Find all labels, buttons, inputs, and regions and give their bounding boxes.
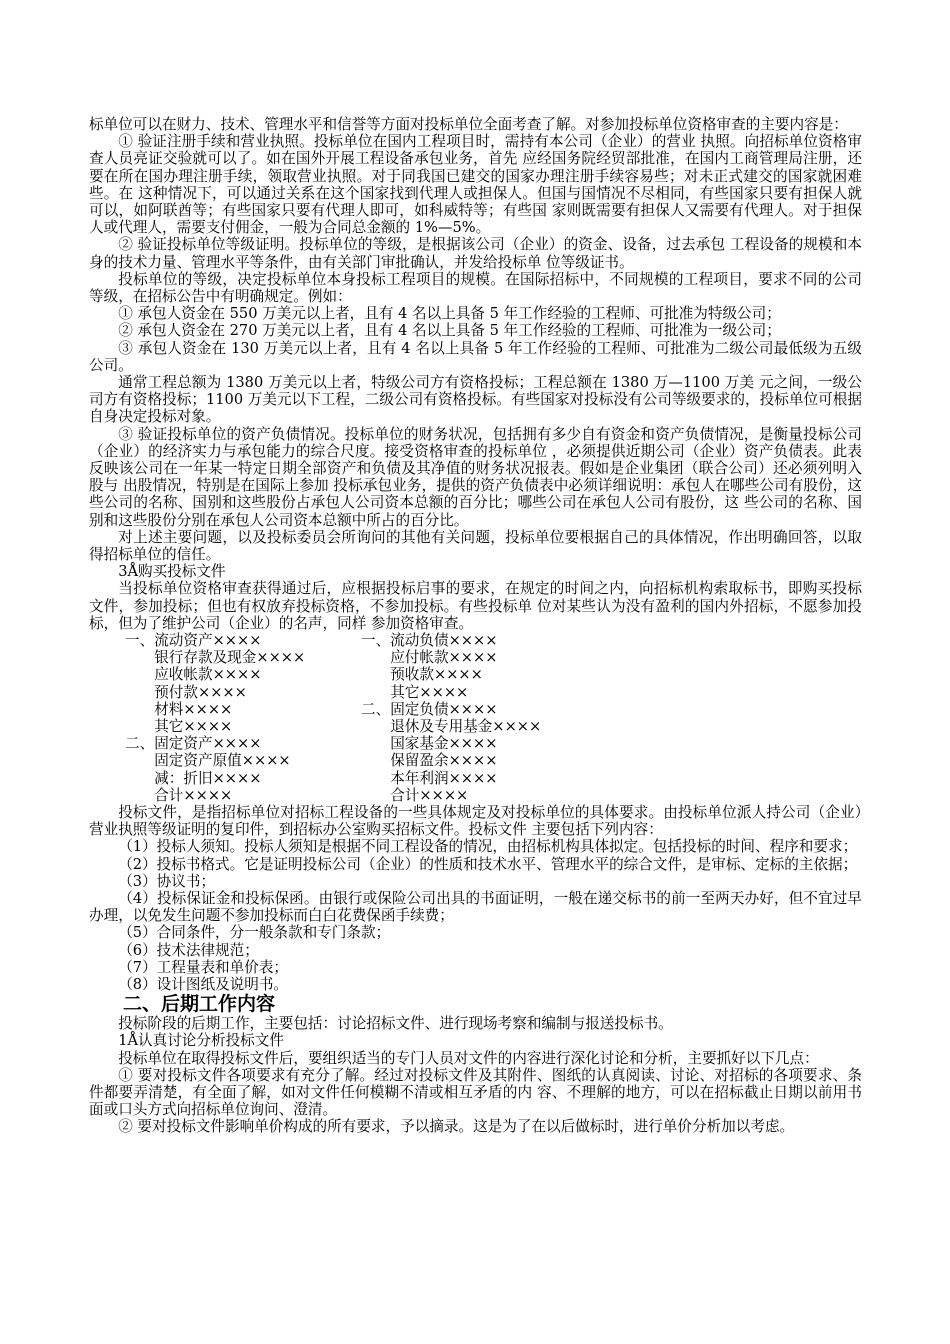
balance-assets-row: 银行存款及现金×××× (125, 649, 306, 667)
list-item: （4）投标保证金和投标保函。由银行或保险公司出具的书面证明，一般在递交标书的前一至两天办好，但不宜过早办理，以免发生问题不参加投标而白白花费保函手续费； (89, 889, 862, 925)
list-item: ② 要对投标文件影响单价构成的所有要求，予以摘录。这是为了在以后做标时，进行单价分析加以考虑。 (118, 1118, 795, 1136)
balance-liabilities-row: 退休及专用基金×××× (361, 718, 542, 736)
paragraph: ③ 验证投标单位的资产负债情况。投标单位的财务状况，包括拥有多少自有资金和资产负债情况，是衡量投标公司（企业）的经济实力与承包能力的综合尺度。接受资格审查的投标单位 ，必须提供近期公司（企业）资产负债表。此表反映该公司在一年某一特定日期全部资产和负债及其净值的财务状况报表。假如是企业集团（联合公司）还必须列明入股与 出股情况，特别是在国际上参加 投标承包业务，提供的资产负债表中必须详细说明：承包人在哪些公司有股份，这些公司的名称、国别和这些股份占承包人公司资本总额的百分比；哪些公司在承包人公司有股份，这 些公司的名称、国别和这些股份分别在承包人公司资本总额中所占的百分比。 (89, 425, 862, 529)
list-item: （2）投标书格式。它是证明投标公司（企业）的性质和技术水平、管理水平的综合文件，是审标、定标的主依据； (118, 855, 858, 873)
paragraph: ② 验证投标单位等级证明。投标单位的等级，是根据该公司（企业）的资金、设备，过去承包 工程设备的规模和本身的技术力量、管理水平等条件，由有关部门审批确认，并发给投标单 位等级证书。 (89, 236, 862, 271)
balance-assets-row: 减：折旧×××× (125, 769, 262, 787)
balance-assets-row: 应收帐款×××× (125, 666, 262, 684)
balance-assets-row: 二、固定资产×××× (125, 735, 262, 753)
list-item: ③ 承包人资金在 130 万美元以上者，且有 4 名以上具备 5 年工作经验的工程师、可批准为二级公司最低级为五级公司。 (89, 339, 862, 374)
subsection-title: 1Å认真讨论分析投标文件 (118, 1032, 284, 1050)
balance-liabilities-row: 本年利润×××× (361, 769, 498, 787)
paragraph: 通常工程总额为 1380 万美元以上者，特级公司方有资格投标；工程总额在 1380 万—1100 万美 元之间，一级公司方有资格投标；1100 万美元以下工程，二级公司有资格投标。有些国家对投标没有公司等级要求的，投标单位可根据自身决定投标对象。 (89, 374, 862, 426)
balance-sheet (125, 632, 862, 804)
balance-liabilities-row: 预收款×××× (361, 666, 483, 684)
paragraph: 投标单位的等级，决定投标单位本身投标工程项目的规模。在国际招标中，不同规模的工程项目，要求不同的公司等级，在招标公告中有明确规定。例如： (89, 270, 862, 306)
balance-liabilities-row: 应付帐款×××× (361, 649, 498, 667)
balance-assets-row: 合计×××× (125, 786, 233, 804)
list-item: （3）协议书； (118, 872, 216, 890)
list-item: （8）设计图纸及说明书。 (118, 976, 289, 993)
paragraph: 标单位可以在财力、技术、管理水平和信誉等方面对投标单位全面考查了解。对参加投标单位资格审查的主要内容是： (89, 116, 848, 133)
balance-liabilities-row: 其它×××× (361, 683, 469, 701)
balance-liabilities-row: 二、固定负债×××× (361, 700, 498, 718)
list-item: ① 承包人资金在 550 万美元以上者，且有 4 名以上具备 5 年工作经验的工程师、可批准为特级公司； (118, 305, 781, 323)
paragraph: 当投标单位资格审查获得通过后，应根据投标启事的要求，在规定的时间之内，向招标机构索取标书，即购买投标文件，参加投标；但也有权放弃投标资格，不参加投标。有些投标单 位对某些认为没有盈利的国内外招标，不愿参加投标，但为了维护公司（企业）的名声，同样 参加资格审查。 (89, 580, 862, 632)
balance-assets-row: 预付款×××× (125, 683, 247, 701)
paragraph: ① 验证注册手续和营业执照。投标单位在国内工程项目时，需持有本公司（企业）的营业 执照。向招标单位资格审查人员亮证交验就可以了。如在国外开展工程设备承包业务，首先 应经国务院经贸部批准，在国内工商管理局注册，还要在所在国办理注册手续，领取营业执照。对于同我国已建交的国家办理注册手续容易些；对未正式建交的国家就困难些。在 这种情况下，可以通过关系在这个国家找到代理人或担保人。但国与国情况不尽相同，有些国家只要有担保人就可以，如阿联酋等；有些国家只要有代理人即可，如科威特等；有些国 家则既需要有担保人又需要有代理人。对于担保人或代理人，需要支付佣金，一般为合同总金额的 1%—5%。 (89, 133, 862, 237)
balance-assets-row: 材料×××× (125, 700, 233, 718)
section-heading: 二、后期工作内容 (123, 993, 276, 1016)
balance-liabilities-row: 一、流动负债×××× (361, 632, 498, 650)
paragraph: 投标阶段的后期工作，主要包括：讨论招标文件、进行现场考察和编制与报送投标书。 (118, 1015, 673, 1033)
list-item: （1）投标人须知。投标人须知是根据不同工程设备的情况，由招标机构具体拟定。包括投标的时间、程序和要求； (118, 838, 858, 856)
balance-assets-row: 一、流动资产×××× (125, 632, 262, 650)
list-item: （5）合同条件，分一般条款和专门条款； (118, 924, 391, 942)
paragraph: 投标单位在取得投标文件后，要组织适当的专门人员对文件的内容进行深化讨论和分析，主要抓好以下几点： (118, 1049, 819, 1067)
balance-assets-row: 其它×××× (125, 718, 233, 736)
balance-liabilities-row: 国家基金×××× (361, 735, 498, 753)
paragraph: 投标文件，是指招标单位对招标工程设备的一些具体规定及对投标单位的具体要求。由投标单位派人持公司（企业）营业执照等级证明的复印件，到招标办公室购买招标文件。投标文件 主要包括下列内容： (89, 803, 862, 839)
paragraph: 对上述主要问题，以及投标委员会所询问的其他有关问题，投标单位要根据自己的具体情况，作出明确回答，以取得招标单位的信任。 (89, 528, 862, 564)
balance-liabilities-row: 合计×××× (361, 786, 469, 804)
list-item: （6）技术法律规范； (118, 941, 259, 959)
balance-assets-row: 固定资产原值×××× (125, 752, 291, 770)
list-item: ② 承包人资金在 270 万美元以上者，且有 4 名以上具备 5 年工作经验的工程师、可批准为一级公司； (118, 322, 781, 340)
list-item: ① 要对投标文件各项要求有充分了解。经过对投标文件及其附件、图纸的认真阅读、讨论、对招标的各项要求、条件都要弄清楚，有全面了解，如对文件任何模糊不清或相互矛盾的内 容、不理解的地方，可以在招标截止日期以前用书面或口头方式向招标单位询问、澄清。 (89, 1066, 862, 1119)
balance-liabilities-row: 保留盈余×××× (361, 752, 498, 770)
list-item: （7）工程量表和单价表； (118, 958, 289, 976)
subsection-title: 3Å购买投标文件 (118, 563, 226, 581)
